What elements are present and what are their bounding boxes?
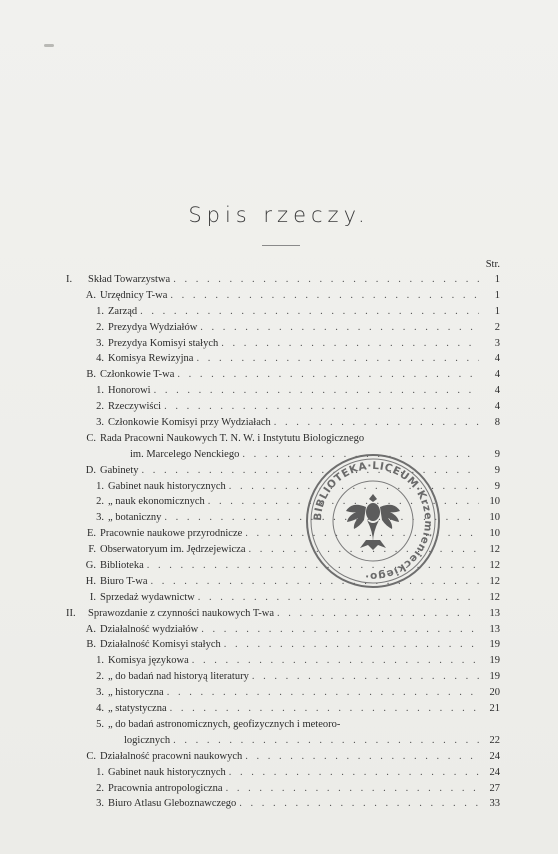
entry-page: 21 [489, 703, 500, 715]
leader-dots [154, 383, 479, 399]
library-stamp [304, 452, 442, 590]
title-divider [262, 245, 300, 246]
entry-number: 3. [96, 417, 104, 429]
entry-number: 1. [96, 480, 104, 492]
entry-page: 12 [489, 544, 500, 556]
leader-dots [221, 336, 479, 352]
entry-page: 4 [494, 385, 500, 397]
entry-page: 12 [489, 560, 500, 572]
toc-entry [66, 288, 500, 304]
entry-title: Komisya Rewizyjna [108, 353, 194, 365]
entry-page: 19 [489, 655, 500, 667]
entry-number: C. [86, 432, 96, 444]
toc-entry [66, 367, 500, 383]
entry-title: Biuro T-wa [100, 575, 148, 587]
entry-number: D. [85, 464, 96, 476]
leader-dots [274, 415, 479, 431]
toc-entry [66, 336, 500, 352]
leader-dots [252, 669, 479, 685]
entry-page: 22 [489, 734, 500, 746]
entry-number: 2. [96, 782, 104, 794]
entry-title: „ do badań nad historyą literatury [108, 671, 249, 683]
toc-entry [66, 701, 500, 717]
entry-page: 12 [489, 575, 500, 587]
entry-number: 2. [96, 321, 104, 333]
entry-page: 9 [494, 448, 500, 460]
leader-dots [245, 749, 479, 765]
entry-page: 12 [489, 591, 500, 603]
toc-entry [66, 781, 500, 797]
leader-dots [277, 606, 479, 622]
scan-speck [44, 44, 54, 47]
entry-page: 2 [494, 321, 500, 333]
leader-dots [140, 304, 479, 320]
toc-entry [66, 653, 500, 669]
entry-number: 2. [96, 496, 104, 508]
entry-title: Gabinet nauk historycznych [108, 480, 226, 492]
entry-number: A. [85, 623, 96, 635]
toc-entry [66, 590, 500, 606]
entry-page: 10 [489, 512, 500, 524]
stamp-text: BIBLIOTEKA·LICEUM·Krzemienieckiego· [311, 459, 435, 583]
entry-title: Zarząd [108, 305, 138, 317]
leader-dots [200, 320, 479, 336]
entry-number: 1. [96, 305, 104, 317]
entry-page: 19 [489, 639, 500, 651]
leader-dots [164, 399, 479, 415]
entry-title: Członkowie T-wa [100, 369, 175, 381]
entry-page: 13 [489, 623, 500, 635]
entry-page: 1 [494, 289, 500, 301]
entry-number: 2. [96, 401, 104, 413]
eagle-emblem [346, 494, 400, 550]
entry-number: E. [86, 528, 96, 540]
entry-title: „ historyczna [108, 687, 164, 699]
entry-title: Pracownia antropologiczna [108, 782, 223, 794]
entry-page: 20 [489, 687, 500, 699]
toc-entry [66, 399, 500, 415]
toc-entry [66, 272, 500, 288]
toc-entry [66, 733, 500, 749]
entry-page: 10 [489, 528, 500, 540]
entry-page: 10 [489, 496, 500, 508]
entry-title: Urzędnicy T-wa [100, 289, 168, 301]
entry-number: F. [88, 544, 96, 556]
toc-entry [66, 765, 500, 781]
entry-number: 3. [96, 687, 104, 699]
entry-page: 19 [489, 671, 500, 683]
entry-page: 3 [494, 337, 500, 349]
entry-number: 1. [96, 766, 104, 778]
entry-number: A. [85, 289, 96, 301]
leader-dots [226, 781, 479, 797]
entry-title: Sprawozdanie z czynności naukowych T-wa [88, 607, 275, 619]
entry-page: 13 [489, 607, 500, 619]
entry-title: Rzeczywiści [108, 401, 162, 413]
leader-dots [173, 733, 479, 749]
toc-entry [66, 320, 500, 336]
entry-title: Prezydya Wydziałów [108, 321, 198, 333]
toc-entry [66, 622, 500, 638]
entry-title: Działalność pracowni naukowych [100, 750, 243, 762]
entry-number: 1. [96, 385, 104, 397]
entry-title: Komisya językowa [108, 655, 189, 667]
entry-number: 3. [96, 337, 104, 349]
leader-dots [167, 685, 479, 701]
leader-dots [170, 288, 479, 304]
entry-page: 4 [494, 369, 500, 381]
toc-entry [66, 415, 500, 431]
entry-title: Skład Towarzystwa [88, 274, 171, 285]
leader-dots [201, 622, 479, 638]
entry-title: „ nauk ekonomicznych [108, 496, 205, 508]
entry-title: „ botaniczny [108, 512, 162, 524]
toc-entry [66, 796, 500, 812]
entry-title: Działalność Komisyi stałych [100, 639, 221, 651]
toc-entry [66, 749, 500, 765]
entry-title: Pracownie naukowe przyrodnicze [100, 528, 243, 540]
entry-page: 24 [489, 766, 500, 778]
entry-title: Biblioteka [100, 560, 144, 572]
leader-dots [196, 351, 479, 367]
toc-entry [66, 685, 500, 701]
leader-dots [229, 765, 479, 781]
entry-title: Gabinet nauk historycznych [108, 766, 226, 778]
page-title: Spis rzeczy. [188, 203, 370, 227]
entry-title: „ do badań astronomicznych, geofizycznych i meteoro- [108, 718, 341, 730]
toc-entry [66, 606, 500, 622]
entry-page: 1 [494, 274, 500, 285]
entry-number: 3. [96, 798, 104, 810]
entry-number: G. [85, 560, 96, 572]
entry-number: 1. [96, 655, 104, 667]
entry-number: 4. [96, 703, 104, 715]
entry-title: Biuro Atlasu Gleboznawczego [108, 798, 237, 810]
entry-title-continuation: logicznych [124, 734, 171, 746]
entry-page: 33 [489, 798, 500, 810]
toc-entry [66, 304, 500, 320]
leader-dots [239, 796, 479, 812]
entry-page: 24 [489, 750, 500, 762]
toc-entry [66, 669, 500, 685]
entry-title: Prezydya Komisyi stałych [108, 337, 219, 349]
entry-page: 4 [494, 353, 500, 365]
leader-dots [192, 653, 479, 669]
entry-title: Honorowi [108, 385, 151, 397]
entry-number: 5. [96, 718, 104, 730]
entry-title: Gabinety [100, 464, 139, 476]
entry-title: Członkowie Komisyi przy Wydziałach [108, 417, 271, 429]
entry-title: Sprzedaż wydawnictw [100, 591, 195, 603]
leader-dots [198, 590, 479, 606]
leader-dots [173, 272, 479, 288]
entry-number: 3. [96, 512, 104, 524]
toc-entry [66, 383, 500, 399]
page-column-label: Str. [485, 259, 500, 270]
entry-number: 2. [96, 671, 104, 683]
entry-title-continuation: im. Marcelego Nenckiego [130, 448, 240, 460]
leader-dots [170, 701, 479, 717]
entry-number: B. [86, 639, 96, 651]
leader-dots [177, 367, 479, 383]
toc-entry [66, 431, 500, 447]
entry-title: „ statystyczna [108, 703, 167, 715]
entry-page: 4 [494, 401, 500, 413]
entry-number: I. [89, 591, 96, 603]
entry-page: 9 [494, 480, 500, 492]
entry-title: Działalność wydziałów [100, 623, 199, 635]
entry-page: 9 [494, 464, 500, 476]
entry-number: I. [66, 274, 73, 285]
entry-number: C. [86, 750, 96, 762]
toc-entry [66, 637, 500, 653]
entry-page: 1 [494, 305, 500, 317]
entry-title: Rada Pracowni Naukowych T. N. W. i Instytutu Biologicznego [100, 432, 365, 444]
toc-entry [66, 351, 500, 367]
entry-number: 4. [96, 353, 104, 365]
entry-number: II. [66, 607, 76, 619]
entry-title: Obserwatoryum im. Jędrzejewicza [100, 544, 246, 556]
entry-page: 8 [494, 417, 500, 429]
entry-number: H. [85, 575, 96, 587]
entry-page: 27 [489, 782, 500, 794]
toc-entry [66, 717, 500, 733]
entry-number: B. [86, 369, 96, 381]
leader-dots [224, 637, 479, 653]
